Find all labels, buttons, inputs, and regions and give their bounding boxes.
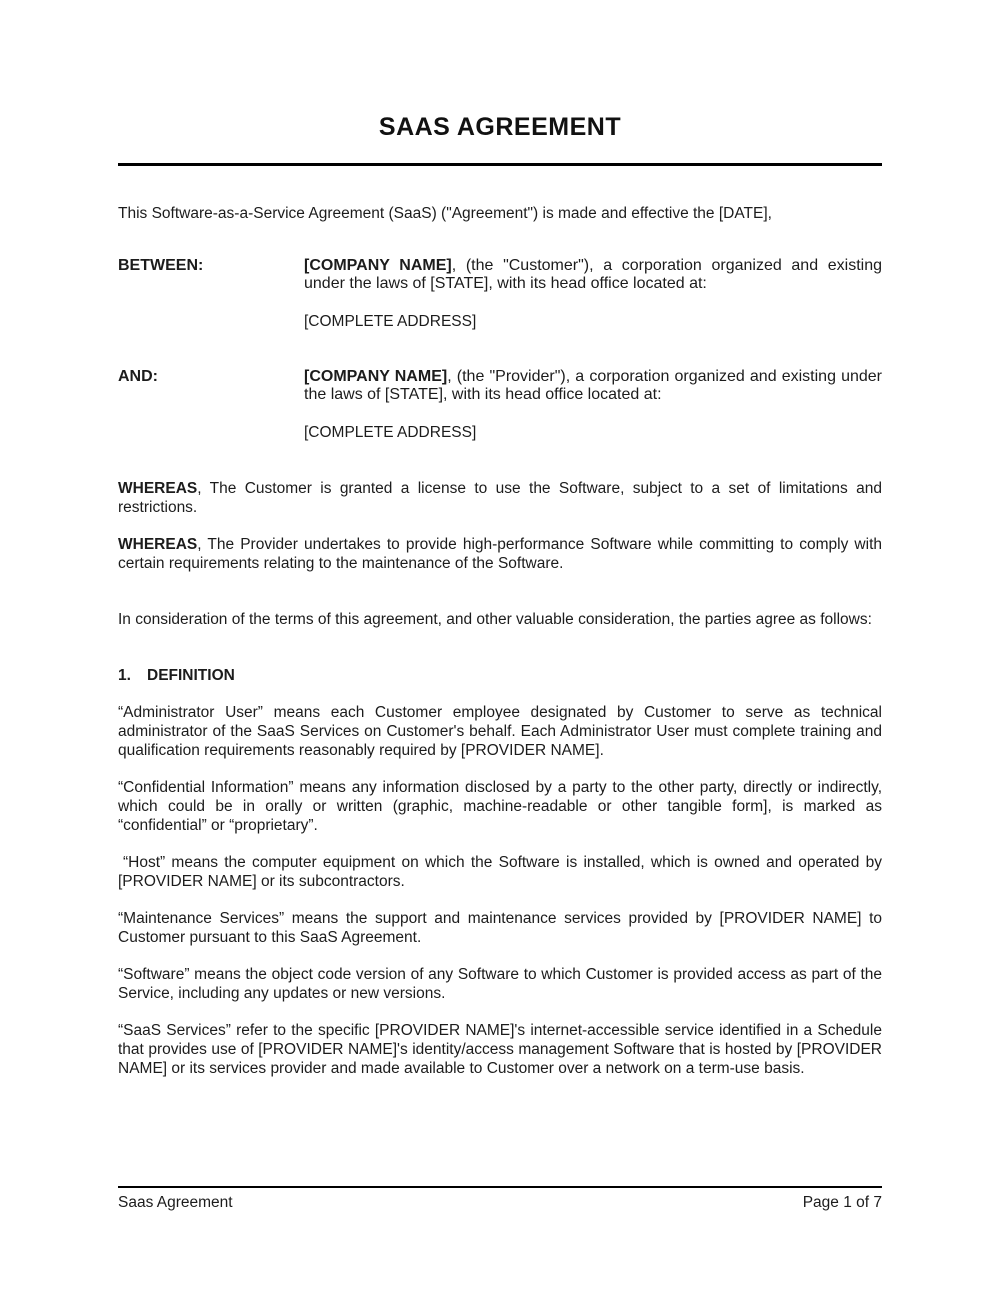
section-number: 1. bbox=[118, 667, 131, 684]
section-title: DEFINITION bbox=[147, 667, 235, 684]
recital-2-bold: WHEREAS bbox=[118, 536, 198, 553]
recital-1-text: , The Customer is granted a license to use the Software, subject to a set of limitations and restrictions. bbox=[118, 480, 882, 516]
party-between-text bbox=[304, 257, 882, 293]
recital-paragraph-1 bbox=[118, 479, 882, 517]
intro-paragraph: This Software-as-a-Service Agreement (SaaS) ("Agreement") is made and effective the [DATE], bbox=[118, 205, 772, 222]
definition-administrator-user: “Administrator User” means each Customer employee designated by Customer to serve as technical administrator of the SaaS Services on Customer's behalf. Each Administrator User must complete training and qualification requirements reasonably required by [PROVIDER NAME]. bbox=[118, 704, 882, 759]
definition-software: “Software” means the object code version of any Software to which Customer is provided access as part of the Service, including any updates or new versions. bbox=[118, 966, 882, 1002]
section-heading-definition bbox=[118, 666, 882, 685]
party-between-rest: , (the "Customer"), a corporation organized and existing under the laws of [STATE], with its head office located at: bbox=[304, 257, 883, 292]
page-footer bbox=[118, 1186, 882, 1212]
party-and-row bbox=[118, 368, 882, 404]
document-title: SAAS AGREEMENT bbox=[378, 113, 622, 141]
definition-saas-services: “SaaS Services” refer to the specific [PROVIDER NAME]'s internet-accessible service identified in a Schedule that provides use of [PROVIDER NAME]'s identity/access management Software that is hosted by [PROVIDER NAME] or its services provider and made available to Customer over a network on a term-use basis. bbox=[118, 1022, 882, 1077]
recital-2-text: , The Provider undertakes to provide high-performance Software while committing to comply with certain requirements relating to the maintenance of the Software. bbox=[118, 536, 882, 572]
document-content bbox=[118, 0, 882, 1078]
party-between-company: [COMPANY NAME] bbox=[304, 257, 452, 274]
footer-page-number: Page 1 of 7 bbox=[802, 1194, 882, 1211]
title-divider-rule bbox=[118, 163, 882, 166]
definition-maintenance-services: “Maintenance Services” means the support and maintenance services provided by [PROVIDER NAME] to Customer pursuant to this SaaS Agreement. bbox=[118, 910, 882, 946]
recital-1-bold: WHEREAS bbox=[118, 480, 198, 497]
party-between-row bbox=[118, 257, 882, 293]
party-and-text bbox=[304, 368, 882, 404]
party-and-company: [COMPANY NAME] bbox=[304, 368, 448, 385]
party-and-address: [COMPLETE ADDRESS] bbox=[304, 424, 477, 441]
party-between-address: [COMPLETE ADDRESS] bbox=[304, 313, 477, 330]
party-between-label: BETWEEN: bbox=[118, 257, 204, 274]
definition-host: “Host” means the computer equipment on which the Software is installed, which is owned and operated by [PROVIDER NAME] or its subcontractors. bbox=[118, 854, 882, 890]
consideration-paragraph: In consideration of the terms of this agreement, and other valuable consideration, the parties agree as follows: bbox=[118, 611, 872, 628]
footer-document-name: Saas Agreement bbox=[118, 1194, 233, 1211]
definition-confidential-information: “Confidential Information” means any information disclosed by a party to the other party, directly or indirectly, which could be in orally or written (graphic, machine-readable or other tangible form], is marked as “confidential” or “proprietary”. bbox=[118, 779, 882, 834]
party-and-label: AND: bbox=[118, 368, 158, 385]
party-and-rest: , (the "Provider"), a corporation organized and existing under the laws of [STATE], with its head office located at: bbox=[304, 368, 883, 403]
recital-paragraph-2 bbox=[118, 535, 882, 573]
